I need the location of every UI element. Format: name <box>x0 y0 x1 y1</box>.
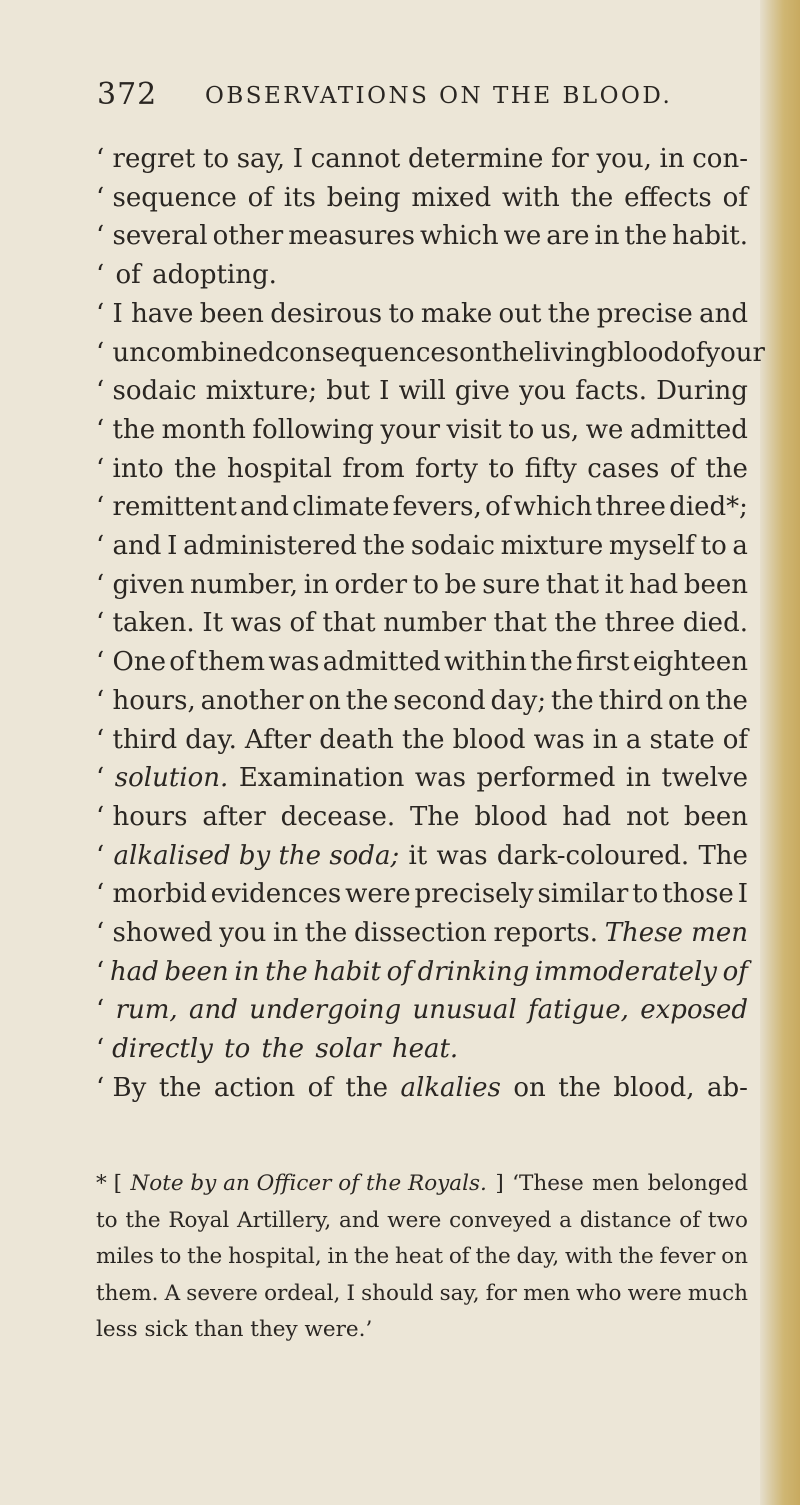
body-line <box>96 487 748 527</box>
body-word: three <box>595 492 666 523</box>
body-line <box>96 294 748 334</box>
body-word: climate <box>292 492 390 523</box>
body-word: ‘ <box>96 956 105 987</box>
footnote-word: who <box>576 1280 622 1306</box>
footnote-word: ‘These <box>512 1171 584 1196</box>
body-word: on <box>668 685 701 716</box>
body-word: the <box>705 453 748 484</box>
footnote-word: men <box>592 1171 640 1196</box>
body-line <box>96 952 748 992</box>
footnote-word: I <box>346 1280 355 1306</box>
footnote-word: Artillery, <box>237 1207 332 1233</box>
body-word: I <box>379 376 390 407</box>
body-word: died. <box>682 608 748 639</box>
body-word: was <box>436 840 488 871</box>
body-line <box>96 333 765 373</box>
body-word: was <box>533 724 585 755</box>
body-word: following <box>252 414 374 445</box>
footnote-word: much <box>687 1280 748 1306</box>
footnote-word: say, <box>439 1280 480 1306</box>
body-word: you <box>219 918 267 948</box>
body-word: rum, <box>115 995 178 1026</box>
body-word: and <box>699 298 748 329</box>
body-word: that <box>493 608 547 639</box>
footnote-word: should <box>361 1280 434 1306</box>
page-edge <box>760 0 800 1505</box>
body-line <box>96 758 748 798</box>
body-word: ‘ regret <box>96 144 196 174</box>
body-word: ‘ I have <box>96 298 194 329</box>
body-word: mixture; <box>205 376 318 407</box>
footnote-word: day, <box>516 1244 560 1270</box>
footnote-word: ordeal, <box>264 1280 341 1306</box>
footnote-word: of <box>448 1244 470 1270</box>
body-word: ‘ sodaic <box>96 376 197 407</box>
footnote-word: of <box>679 1207 701 1233</box>
body-word: It <box>202 608 224 639</box>
body-word: had <box>629 569 679 600</box>
body-word: order <box>334 569 408 600</box>
body-line <box>96 1029 748 1069</box>
body-word: out <box>498 298 542 329</box>
body-line <box>96 526 748 566</box>
body-word: the <box>265 956 308 987</box>
body-word: admitted <box>322 647 441 678</box>
body-word: administered <box>183 531 357 561</box>
body-word: the <box>530 647 573 678</box>
body-word: ‘ taken. <box>96 608 195 639</box>
body-word: ‘ <box>96 763 105 794</box>
body-word: decease. <box>280 801 396 832</box>
body-word: ‘ morbid <box>96 879 207 910</box>
body-word: your <box>705 337 765 368</box>
body-word: blood <box>452 724 526 755</box>
body-word: died*; <box>669 492 748 523</box>
footnote-line <box>96 1239 748 1275</box>
body-word: on <box>459 337 492 368</box>
body-word: a <box>625 724 642 755</box>
body-word: for <box>551 144 589 174</box>
body-word: day; <box>490 685 547 716</box>
body-word: in <box>659 144 685 174</box>
body-word: of <box>722 182 748 213</box>
body-word: forty <box>415 453 478 484</box>
body-word: to <box>700 531 727 561</box>
body-word: directly to the solar heat. <box>112 1034 459 1065</box>
body-word: mixture <box>500 531 604 561</box>
body-word: of <box>169 647 195 678</box>
body-word: give <box>454 376 510 407</box>
page-number: 372 <box>97 77 158 112</box>
body-word: in <box>625 763 651 794</box>
body-line <box>96 797 748 837</box>
body-word: with <box>501 182 560 213</box>
body-word: blood <box>607 337 681 368</box>
body-word: the <box>362 531 406 561</box>
body-word: twelve <box>661 763 748 794</box>
body-word: it <box>604 569 624 600</box>
footnote-word: hospital, <box>228 1244 322 1270</box>
body-word: determine <box>408 144 544 174</box>
body-word: three <box>604 608 676 639</box>
body-word: desirous <box>270 298 383 329</box>
body-word: we <box>585 414 624 445</box>
body-word: eighteen <box>632 647 748 678</box>
body-word: ab- <box>707 1072 748 1103</box>
body-line <box>96 913 748 953</box>
footnote-word: heat <box>395 1244 444 1270</box>
body-word: fifty <box>524 453 577 484</box>
footnote-word: were <box>387 1207 442 1233</box>
body-word: the <box>705 685 748 716</box>
footnote-line <box>96 1166 748 1202</box>
body-word: of <box>485 492 511 523</box>
body-word: had <box>562 801 612 832</box>
body-word: being <box>326 182 401 213</box>
body-word: the <box>345 685 389 716</box>
page-header <box>0 77 760 117</box>
body-word: was <box>268 647 320 678</box>
body-word: within <box>444 647 527 678</box>
body-word: measures <box>288 221 415 252</box>
footnote-word: the <box>125 1207 161 1233</box>
body-word: I <box>167 531 178 561</box>
body-word: similar <box>537 879 629 910</box>
body-word: ‘ third <box>96 724 178 755</box>
body-word: The <box>410 801 460 832</box>
body-word: unusual <box>412 995 517 1026</box>
footnote-word: the <box>354 1244 390 1270</box>
body-word: ‘ hours, <box>96 685 196 716</box>
body-word: will <box>398 376 446 407</box>
body-line <box>96 836 748 876</box>
body-word: first <box>576 647 630 678</box>
body-word: fevers, <box>392 492 482 523</box>
footnote-word: A <box>164 1280 181 1306</box>
footnote-word: with <box>565 1244 613 1270</box>
body-line <box>96 139 748 179</box>
body-word: the <box>401 724 445 755</box>
body-word: ‘ into <box>96 453 164 484</box>
body-word: ‘ uncombined <box>96 337 275 368</box>
body-word: a <box>732 531 748 561</box>
footnote-word: and <box>339 1207 380 1233</box>
body-word: of <box>669 453 695 484</box>
body-word: ‘ remittent <box>96 492 237 523</box>
body-word: ‘ By <box>96 1072 147 1103</box>
body-word: to <box>632 879 659 910</box>
footnote-word: on <box>721 1244 748 1270</box>
body-word: second <box>393 685 486 716</box>
body-word: of <box>722 956 748 987</box>
body-word: reports. <box>493 918 599 948</box>
body-word: undergoing <box>249 995 402 1026</box>
body-word: been <box>164 956 229 987</box>
body-word: you <box>519 376 567 407</box>
body-word: drinking <box>417 956 530 987</box>
body-word: which <box>513 492 593 523</box>
body-word: habit. <box>672 221 748 252</box>
footnote-word: men <box>523 1280 571 1306</box>
body-word: action <box>213 1072 296 1103</box>
body-word: us, <box>540 414 580 445</box>
body-word: cases <box>587 453 660 484</box>
body-word: to <box>508 414 535 445</box>
body-word: month <box>161 414 246 445</box>
body-word: ‘ and <box>96 531 162 561</box>
body-word: alkalies <box>400 1072 501 1103</box>
body-word: of <box>386 956 412 987</box>
body-word: it <box>408 840 428 871</box>
body-word: precisely <box>414 879 534 910</box>
footnote-word: fever <box>659 1244 716 1270</box>
body-word: visit <box>446 414 502 445</box>
body-line <box>96 371 748 411</box>
body-line <box>96 642 748 682</box>
body-word: the <box>624 221 668 252</box>
body-word: other <box>212 221 284 252</box>
body-word: sure <box>482 569 541 600</box>
body-word: of <box>289 608 315 639</box>
body-line <box>96 720 748 760</box>
footnote-word: * [ <box>96 1171 122 1196</box>
body-line <box>96 603 748 643</box>
body-line <box>96 449 748 489</box>
footnote-word: the <box>475 1244 511 1270</box>
body-word: to <box>388 298 415 329</box>
body-word: them <box>197 647 266 678</box>
body-word: admitted <box>629 414 748 445</box>
body-word: exposed <box>640 995 748 1026</box>
body-word: Examination <box>238 763 405 794</box>
running-head: OBSERVATIONS ON THE BLOOD. <box>205 83 673 109</box>
body-word: the <box>158 1072 202 1103</box>
body-word: are <box>546 221 590 252</box>
body-word: myself <box>608 531 695 561</box>
body-word: and <box>240 492 289 523</box>
body-word: been <box>683 801 748 832</box>
body-word: alkalised by the soda; <box>113 840 400 871</box>
body-word: After <box>244 724 312 755</box>
body-word: those <box>662 879 734 910</box>
footnote-word: two <box>707 1207 748 1233</box>
footnote-word: in <box>327 1244 349 1270</box>
body-word: blood, <box>613 1072 695 1103</box>
body-word: blood <box>474 801 548 832</box>
body-word: in <box>303 569 329 600</box>
body-word: living <box>534 337 608 368</box>
body-word: make <box>420 298 493 329</box>
body-line <box>96 874 748 914</box>
body-word: performed <box>476 763 616 794</box>
body-word: solution. <box>114 763 229 794</box>
body-word: in <box>592 724 618 755</box>
footnote-word: a <box>559 1207 572 1233</box>
body-word: of <box>722 724 748 755</box>
body-word: been <box>683 569 748 600</box>
footnote-word: less sick than they were.’ <box>96 1317 373 1343</box>
body-word: ‘ <box>96 1034 105 1065</box>
body-word: in <box>594 221 620 252</box>
body-line <box>96 410 748 450</box>
body-word: ‘ <box>96 995 105 1026</box>
body-word: you, <box>596 144 652 174</box>
body-word: the <box>174 453 217 484</box>
body-word: ‘ the <box>96 414 156 445</box>
body-word: the <box>491 337 535 368</box>
body-word: another <box>200 685 304 716</box>
body-word: and <box>189 995 238 1026</box>
body-word: fatigue, <box>527 995 629 1026</box>
body-word: effects <box>624 182 712 213</box>
body-word: from <box>342 453 405 484</box>
body-word: precise <box>596 298 693 329</box>
body-word: immoderately <box>534 956 717 987</box>
body-word: I <box>737 879 748 910</box>
body-word: of <box>307 1072 333 1103</box>
body-word: of <box>247 182 273 213</box>
body-word: to <box>488 453 515 484</box>
footnote-word: distance <box>579 1207 672 1233</box>
body-word: after <box>202 801 266 832</box>
body-line <box>96 565 748 605</box>
body-word: the <box>551 685 594 716</box>
body-line <box>96 990 748 1030</box>
body-word: your <box>380 414 440 445</box>
body-word: ‘ of adopting. <box>96 260 277 291</box>
body-word: the <box>304 918 348 948</box>
body-word: ‘ given <box>96 569 185 600</box>
body-word: cannot <box>310 144 401 174</box>
footnote-line <box>96 1203 748 1239</box>
body-word: number <box>383 608 486 639</box>
body-line <box>96 216 748 256</box>
footnote-word: severe <box>186 1280 258 1306</box>
body-word: had <box>109 956 159 987</box>
footnote-word: to <box>96 1207 118 1233</box>
body-line <box>96 1068 748 1108</box>
body-word: number, <box>190 569 299 600</box>
body-word: The <box>698 840 748 871</box>
body-word: the <box>558 1072 601 1103</box>
body-word: we <box>503 221 542 252</box>
body-word: hospital <box>227 453 332 484</box>
body-line <box>96 178 748 218</box>
body-word: I <box>292 144 304 174</box>
body-word: the <box>554 608 597 639</box>
body-word: of <box>680 337 706 368</box>
body-word: ‘ hours <box>96 801 188 832</box>
body-word: on <box>308 685 341 716</box>
body-word: to <box>202 144 230 174</box>
body-word: dissection <box>354 918 487 948</box>
body-word: ‘ sequence <box>96 182 237 213</box>
body-word: evidences <box>210 879 342 910</box>
body-word: third <box>598 685 664 716</box>
body-word: but <box>326 376 371 407</box>
body-line <box>96 255 748 295</box>
footnote-word: them. <box>96 1280 159 1306</box>
body-word: habit <box>313 956 381 987</box>
body-word: During <box>656 376 748 407</box>
footnote-line <box>96 1312 748 1348</box>
body-word: ‘ several <box>96 221 208 252</box>
body-word: the <box>345 1072 388 1103</box>
body-word: which <box>419 221 499 252</box>
footnote-line <box>96 1276 748 1312</box>
footnote-word: Note by an Officer of the Royals. <box>130 1171 487 1196</box>
body-word: on <box>513 1072 546 1103</box>
footnote-word: the <box>618 1244 654 1270</box>
body-word: consequences <box>274 337 460 368</box>
body-word: in <box>273 918 299 948</box>
body-word: was <box>414 763 466 794</box>
footnote-word: miles <box>96 1244 154 1270</box>
body-word: facts. <box>575 376 648 407</box>
body-word: These men <box>604 918 748 948</box>
footnote-word: belonged <box>647 1171 748 1196</box>
body-word: say, <box>236 144 286 174</box>
body-word: was <box>230 608 282 639</box>
body-word: that <box>322 608 376 639</box>
body-word: its <box>283 182 316 213</box>
body-word: ‘ showed <box>96 918 213 948</box>
footnote-word: for <box>485 1280 517 1306</box>
footnote-word: ] <box>495 1171 504 1196</box>
body-word: in <box>234 956 260 987</box>
body-word: be <box>444 569 477 600</box>
body-word: death <box>319 724 394 755</box>
body-word: that <box>545 569 600 600</box>
body-word: con- <box>692 144 748 174</box>
body-word: mixed <box>411 182 492 213</box>
body-line <box>96 681 748 721</box>
footnote-word: were <box>627 1280 682 1306</box>
body-word: ‘ <box>96 840 105 871</box>
footnote-word: Royal <box>168 1207 230 1233</box>
body-word: sodaic <box>410 531 495 561</box>
body-word: day. <box>185 724 237 755</box>
footnote-word: the <box>187 1244 223 1270</box>
body-word: to <box>412 569 439 600</box>
body-word: were <box>345 879 411 910</box>
body-word: the <box>570 182 614 213</box>
body-word: dark-coloured. <box>496 840 690 871</box>
footnote-word: to <box>159 1244 182 1270</box>
body-word: ‘ One <box>96 647 166 678</box>
body-word: the <box>547 298 591 329</box>
body-word: state <box>649 724 715 755</box>
body-word: not <box>626 801 669 832</box>
body-word: been <box>199 298 264 329</box>
footnote-word: conveyed <box>449 1207 552 1233</box>
